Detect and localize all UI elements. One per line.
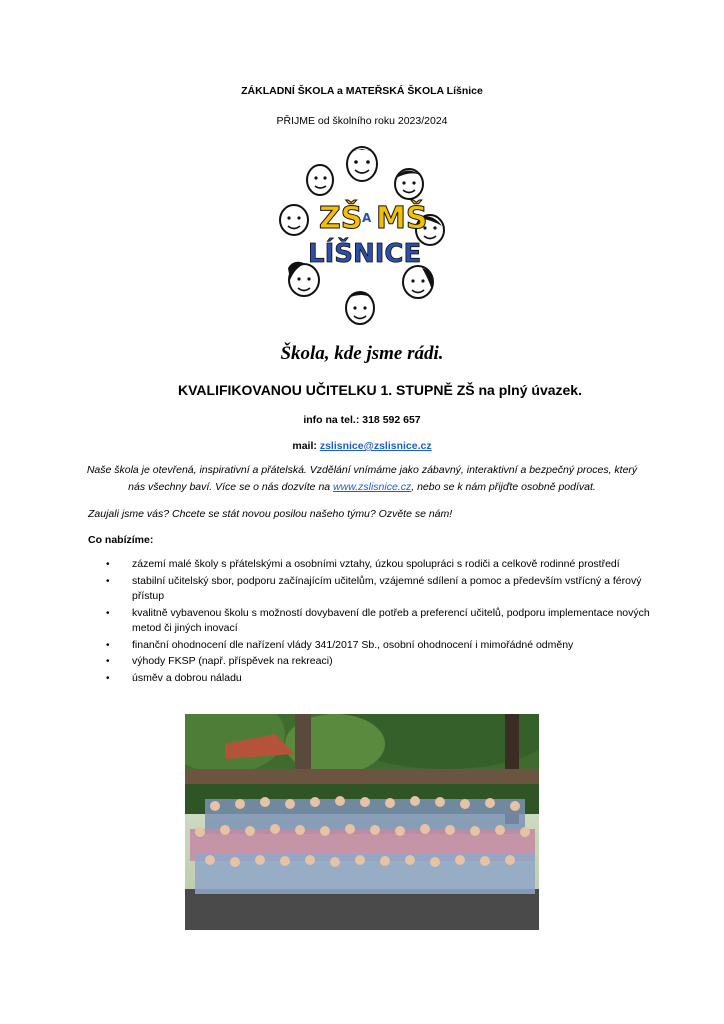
mail-line	[0, 440, 724, 452]
website-link[interactable]: www.zslisnice.cz	[333, 481, 412, 493]
offers-list	[100, 557, 660, 687]
position-heading: KVALIFIKOVANOU UČITELKU 1. STUPNĚ ZŠ na plný úvazek.	[178, 382, 582, 398]
bullet-icon: •	[106, 672, 110, 684]
list-item: • finanční ohodnocení dle nařízení vlády 341/2017 Sb., osobní ohodnocení i mimořádné odměny	[100, 638, 660, 654]
list-item: • úsměv a dobrou náladu	[100, 671, 660, 687]
school-name: ZÁKLADNÍ ŠKOLA a MATEŘSKÁ ŠKOLA Líšnice	[241, 85, 483, 97]
logo-ms: MŠ	[376, 201, 428, 236]
group-photo	[185, 714, 539, 930]
intro-paragraph	[80, 462, 644, 496]
motto: Škola, kde jsme rádi.	[280, 343, 444, 364]
children-faces-logo-icon	[272, 140, 452, 332]
list-item: • kvalitně vybavenou školu s možností dovybavení dle potřeb a preferencí učitelů, podporu implementace nových metod či jiných inovací	[106, 606, 650, 634]
offers-heading: Co nabízíme:	[88, 534, 154, 546]
mail-label: mail:	[292, 440, 320, 452]
list-item: • stabilní učitelský sbor, podporu začínajícím učitelům, vzájemné sdílení a pomoc a především vstřícný a férový přístup	[106, 574, 642, 602]
svg-text:MŠ	[376, 199, 427, 236]
bullet-icon: •	[106, 559, 110, 570]
bullet-icon: •	[106, 639, 110, 651]
intro-text-part1: Naše škola je otevřená, inspirativní a přátelská. Vzdělání vnímáme jako zábavný, interaktivní a bezpečný proces, který nás všechny baví. Více se o nás dozvíte na	[86, 464, 638, 493]
svg-text:A	[362, 211, 372, 225]
svg-text:LÍŠNICE	[308, 237, 421, 269]
phone-info: info na tel.: 318 592 657	[303, 414, 421, 426]
logo-lisnice: LÍŠNICE	[308, 239, 422, 269]
list-item: • výhody FKSP (např. příspěvek na rekreaci)	[100, 654, 660, 670]
bullet-icon: •	[106, 607, 110, 619]
mail-link[interactable]: zslisnice@zslisnice.cz	[319, 440, 432, 452]
call-to-action: Zaujali jsme vás? Chcete se stát novou posilou našeho týmu? Ozvěte se nám!	[88, 508, 453, 520]
intro-text-part2: , nebo se k nám přijďte osobně podívat.	[411, 481, 596, 493]
svg-text:ZŠ	[319, 199, 362, 236]
logo-zs: ZŠ	[319, 201, 363, 236]
intake-line: PŘIJME od školního roku 2023/2024	[276, 115, 448, 127]
list-item: • zázemí malé školy s přátelskými a osobními vztahy, úzkou spolupráci s rodiči a celkově rodinné prostředí	[100, 557, 660, 573]
bullet-icon: •	[106, 656, 110, 667]
logo-connector: A	[362, 211, 372, 225]
bullet-icon: •	[106, 575, 110, 587]
